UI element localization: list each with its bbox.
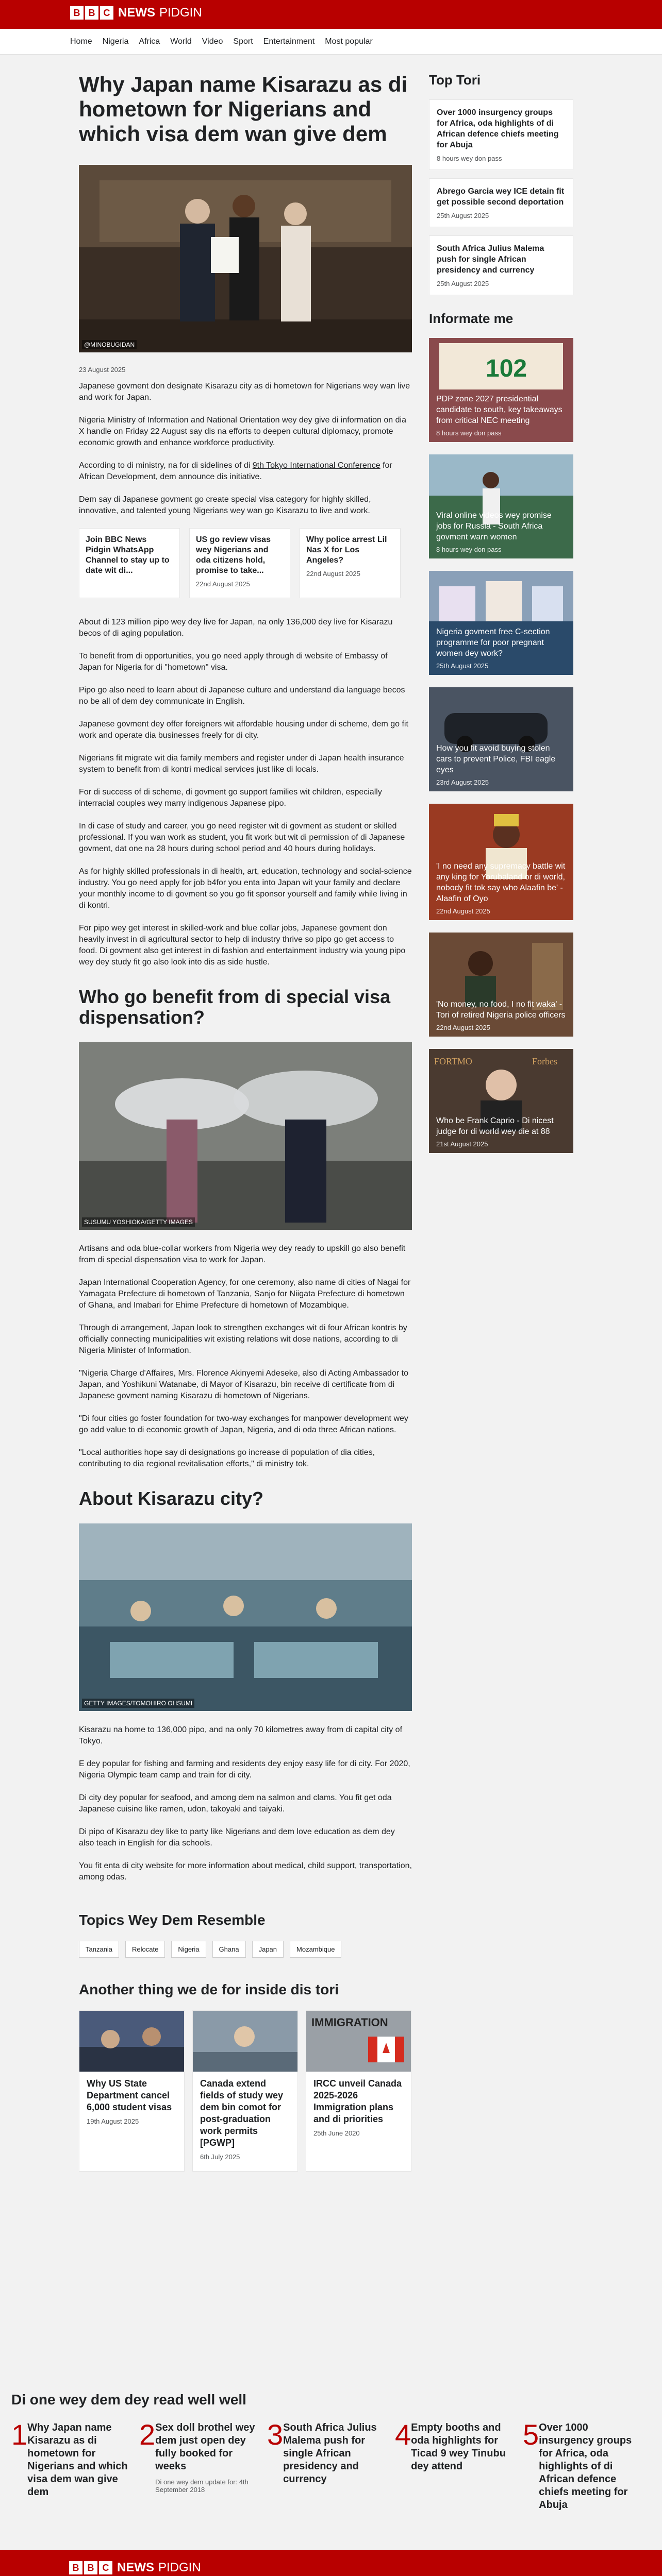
nav-home[interactable]: Home [70,37,92,46]
bbc-logo-c: C [99,2561,112,2574]
informe-title: Nigeria govment free C-section programme for poor pregnant women dey work? [436,628,550,658]
informe-title: Who be Frank Caprio - Di nicest judge for di world wey die at 88 [436,1116,554,1136]
paragraph-text: for African Development, dem announce dis initiative. [79,461,392,481]
most-popular [11,2392,651,2517]
most-popular-item[interactable] [395,2418,523,2517]
section-heading: About Kisarazu city? [79,1488,264,1509]
top-story-date: 25th August 2025 [437,280,489,287]
umbrella-image [79,1042,412,1230]
rank-number: 3 [267,2418,284,2451]
most-popular-title: Why Japan name Kisarazu as di hometown for Nigerians and which visa dem wan give dem [27,2422,128,2498]
paragraph: Japan International Cooperation Agency, for one ceremony, also name di cities of Nagai for Yamagata Prefecture di hometown of Tanzania, Sanjo for Niigata Prefecture di hometown of Ghana, and Imabari for Ehime Prefecture di hometown of Mozambique. [79,1278,411,1310]
informe-date: 25th August 2025 [436,662,489,670]
top-story-title: Abrego Garcia wey ICE detain fit get possible second deportation [437,187,565,207]
paragraph: "Nigeria Charge d'Affaires, Mrs. Florence Akinyemi Adeseke, also di Acting Ambassador to Japan, and Yoshikuni Watanabe, di Mayor of Kisarazu, bin receive di certificate from di Japanese govment naming Kisarazu di hometown of Nigerians. [79,1369,408,1400]
nav-entertainment[interactable]: Entertainment [263,37,315,46]
related-story[interactable] [79,528,180,598]
most-popular-item[interactable] [267,2418,395,2517]
related-date: 22nd August 2025 [196,580,250,588]
footer-logo[interactable] [69,2561,201,2575]
informe-title: Viral online videos wey promise jobs for Russia - South Africa govment warn women [436,511,552,541]
paragraph: Nigerians fit migrate wit dia family members and register under di Japan health insurance system to benefit from di kontri medical services just like di locals. [79,754,404,774]
caprio-backdrop-text-left: FORTMO [434,1056,472,1066]
topic-tag[interactable]: Nigeria [171,1941,206,1958]
paragraph: To benefit from di opportunities, you go need apply through di website of Embassy of Japan for Nigeria for di "hometown" visa. [79,652,388,672]
informe-card[interactable] [429,804,573,920]
bbc-logo-b1: B [70,6,84,20]
story-title: Canada extend fields of study wey dem bin comot for post-graduation work permits [PGWP] [200,2078,284,2148]
most-popular-heading: Di one wey dem dey read well well [11,2392,246,2408]
top-story-title: Over 1000 insurgency groups for Africa, oda highlights of di African defence chiefs meeting for Abuja [437,108,559,149]
paragraph: Di city dey popular for seafood, and among dem na salmon and clams. You fit get oda Japanese cuisine like ramen, udon, takoyaki and taiyaki. [79,1793,392,1814]
topic-tags [79,1941,412,1958]
informe-title: 'I no need any supremacy battle wit any king for Yorubaland or di world, nobody fit tok say who Alaafin be' - Alaafin of Oyo [436,862,566,903]
most-popular-title: Empty booths and oda highlights for Ticad 9 wey Tinubu dey attend [411,2422,506,2472]
top-story-date: 25th August 2025 [437,212,489,219]
rank-number: 2 [139,2418,156,2451]
informe-date: 8 hours wey don pass [436,546,502,553]
nav-video[interactable]: Video [202,37,223,46]
most-popular-item[interactable] [523,2418,651,2517]
nav-most-popular[interactable]: Most popular [325,37,373,46]
informe-date: 23rd August 2025 [436,778,489,786]
related-title: Why police arrest Lil Nas X for Los Angeles? [306,535,387,565]
bbc-news-pidgin-logo[interactable] [70,6,202,20]
most-popular-title: South Africa Julius Malema push for single African presidency and currency [283,2422,377,2485]
another-stories [79,2010,412,2172]
paragraph: Di pipo of Kisarazu dey like to party like Nigerians and dem love education as dem dey also teach in English for dia schools. [79,1827,395,1848]
footer [0,2550,662,2576]
hero-photo [79,165,412,352]
umbrella-photo [79,1042,412,1230]
story-title: IRCC unveil Canada 2025-2026 Immigration plans and di priorities [313,2078,402,2124]
informe-card[interactable] [429,338,573,442]
paragraph: Japanese govment dey offer foreigners wit affordable housing under di scheme, dem go fit work and operate dia businesses freely for di city. [79,720,408,740]
rank-number: 5 [523,2418,539,2451]
paragraph: As for highly skilled professionals in di health, art, education, technology and social-science industry. You go need apply for job b4for you enta into Japan wit your family and declare your monthly income to di govment so you go fit sponsor yourself and family while living in di kontri. [79,867,412,910]
top-story[interactable] [429,178,573,227]
rank-number: 4 [395,2418,411,2451]
nav-world[interactable]: World [170,37,192,46]
market-image [79,1523,412,1711]
masthead [0,0,662,29]
paragraph: Japanese govment don designate Kisarazu city as di hometown for Nigerians wey wan live and work for Japan. [79,382,410,402]
bbc-logo-c: C [100,6,113,20]
story-date: 19th August 2025 [87,2117,139,2125]
market-caption: GETTY IMAGES/TOMOHIRO OHSUMI [82,1699,194,1708]
topic-tag[interactable]: Tanzania [79,1941,119,1958]
story-image [306,2011,411,2072]
nav-africa[interactable]: Africa [139,37,160,46]
section-heading: Who go benefit from di special visa dispensation? [79,986,391,1028]
logo-news: NEWS [118,6,155,20]
paragraph: About di 123 million pipo wey dey live for Japan, na only 136,000 dey live for Kisarazu becos of di aging population. [79,618,393,638]
informe-date: 8 hours wey don pass [436,429,502,437]
paragraph: Artisans and oda blue-collar workers from Nigeria wey dey ready to upskill go also benefit from di special dispensation visa to work for Japan. [79,1244,406,1264]
most-popular-item[interactable] [11,2418,139,2517]
top-story[interactable] [429,99,573,170]
story-image [193,2011,297,2072]
informe-card[interactable] [429,454,573,558]
informe-heading: Informate me [429,311,514,326]
topics-heading: Topics Wey Dem Resemble [79,1912,266,1928]
informe-card[interactable] [429,571,573,675]
related-story[interactable] [300,528,401,598]
paragraph: "Di four cities go foster foundation for two-way exchanges for manpower development wey go add value to di economic growth of Japan, Nigeria, and di oda three African nations. [79,1414,408,1434]
story-image [79,2011,184,2072]
article-date: 23 August 2025 [79,366,126,374]
related-date: 22nd August 2025 [306,570,360,578]
story-card[interactable] [192,2010,298,2172]
caprio-backdrop-text-right: Forbes [532,1056,557,1066]
story-date: 25th June 2020 [313,2129,360,2137]
most-popular-date: Di one wey dem update for: 4th September 2018 [155,2478,249,2494]
story-title: Why US State Department cancel 6,000 student visas [87,2078,172,2112]
story-card[interactable] [306,2010,411,2172]
topic-tag[interactable]: Ghana [212,1941,246,1958]
immigration-sign-text: IMMIGRATION [311,2016,388,2029]
top-story-date: 8 hours wey don pass [437,155,502,162]
related-title: US go review visas wey Nigerians and oda citizens hold, promise to take... [196,535,271,575]
most-popular-title: Over 1000 insurgency groups for Africa, oda highlights of di African defence chiefs meeting for Abuja [539,2422,632,2511]
related-title: Join BBC News Pidgin WhatsApp Channel to stay up to date wit di... [86,535,170,575]
most-popular-item[interactable] [139,2418,267,2517]
top-tori-heading: Top Tori [429,72,481,88]
bbc-logo-b2: B [84,2561,97,2574]
umbrella-caption: SUSUMU YOSHIOKA/GETTY IMAGES [82,1217,195,1227]
logo-pidgin: PIDGIN [158,2561,201,2574]
main-nav [0,29,662,55]
pdp-banner-text: 102 [486,355,527,382]
market-photo [79,1523,412,1711]
paragraph: For di success of di scheme, di govment go support families wit children, especially interracial couples wey marry indigenous Japanese pipo. [79,788,382,808]
informe-title: 'No money, no food, I no fit waka' - Tori of retired Nigeria police officers [436,1000,566,1020]
top-story-title: South Africa Julius Malema push for single African presidency and currency [437,244,544,275]
most-popular-title: Sex doll brothel wey dem just open dey fully booked for weeks [155,2422,255,2472]
paragraph: Through di arrangement, Japan look to strengthen exchanges wit di four African kontris by officially connecting municipalities wit existing relations wit dose nations, according to di Nigeria Minister of Information. [79,1324,407,1355]
ticad-link[interactable]: 9th Tokyo International Conference [252,461,380,470]
informe-title: How you fit avoid buying stolen cars to prevent Police, FBI eagle eyes [436,744,556,774]
bbc-logo-b2: B [85,6,98,20]
story-card[interactable] [79,2010,185,2172]
article [79,72,412,2172]
paragraph: "Local authorities hope say di designations go increase di population of dia cities, contributing to dia regional revitalisation efforts," di ministry tok. [79,1448,375,1468]
informe-date: 22nd August 2025 [436,907,490,915]
sidebar [429,72,573,1165]
paragraph: Dem say di Japanese govment go create special visa category for highly skilled, innovative, and talented young Nigerians wey wan go Kisarazu to live and work. [79,495,371,515]
hero-image [79,165,412,352]
top-story[interactable] [429,235,573,295]
story-date: 6th July 2025 [200,2153,240,2161]
paragraph: You fit enta di city website for more information about medical, child support, transportation, among odas. [79,1861,412,1882]
informe-date: 21st August 2025 [436,1140,488,1148]
informe-card[interactable] [429,933,573,1037]
related-stories [79,528,412,598]
paragraph: For pipo wey get interest in skilled-work and blue collar jobs, Japanese govment don heavily invest in di agricultural sector to help di industry thrive so pipo go get access to food. Di govment also get interest in di fashion and entertainment industry wia young pipo wey dey study fit go also look into dis as side hustle. [79,924,406,967]
paragraph: Kisarazu na home to 136,000 pipo, and na only 70 kilometres away from di capital city of Tokyo. [79,1725,403,1745]
paragraph-text: According to di ministry, na for di sidelines of di [79,461,253,470]
nav-nigeria[interactable]: Nigeria [102,37,129,46]
topic-tag[interactable]: Japan [252,1941,284,1958]
topic-tag[interactable]: Relocate [125,1941,165,1958]
topic-tag[interactable]: Mozambique [290,1941,341,1958]
paragraph [79,460,412,483]
paragraph: In di case of study and career, you go need register wit di govment as student or skilled professional. If you wan work as student, you fit work but wit di permission of di Japanese govment, dat one na 28 hours during school period and 40 hours during holidays. [79,822,405,853]
related-story[interactable] [189,528,290,598]
informe-card[interactable] [429,1049,573,1153]
article-title: Why Japan name Kisarazu as di hometown for Nigerians and which visa dem wan give dem [79,72,408,146]
rank-number: 1 [11,2418,28,2451]
informe-date: 22nd August 2025 [436,1024,490,1031]
logo-news: NEWS [117,2561,154,2574]
informe-card[interactable] [429,687,573,791]
nav-sport[interactable]: Sport [233,37,253,46]
logo-pidgin: PIDGIN [159,6,202,20]
paragraph: Pipo go also need to learn about di Japanese culture and understand dia language becos no be all of dem dey communicate in English. [79,686,405,706]
footer-bar [0,2550,662,2576]
paragraph: Nigeria Ministry of Information and National Orientation wey dey give di information on dia X handle on Friday 22 August say dis na efforts to deepen cultural diplomacy, promote economic growth and enhance workforce productivity. [79,416,406,447]
informe-title: PDP zone 2027 presidential candidate to south, key takeaways from critical NEC meeting [436,395,562,425]
bbc-logo-b1: B [69,2561,82,2574]
another-heading: Another thing we de for inside dis tori [79,1981,339,1997]
hero-caption: @MINOBUGIDAN [82,340,137,349]
paragraph: E dey popular for fishing and farming and residents dey enjoy easy life for di city. For 2020, Nigeria Olympic team camp and train for di city. [79,1759,410,1780]
